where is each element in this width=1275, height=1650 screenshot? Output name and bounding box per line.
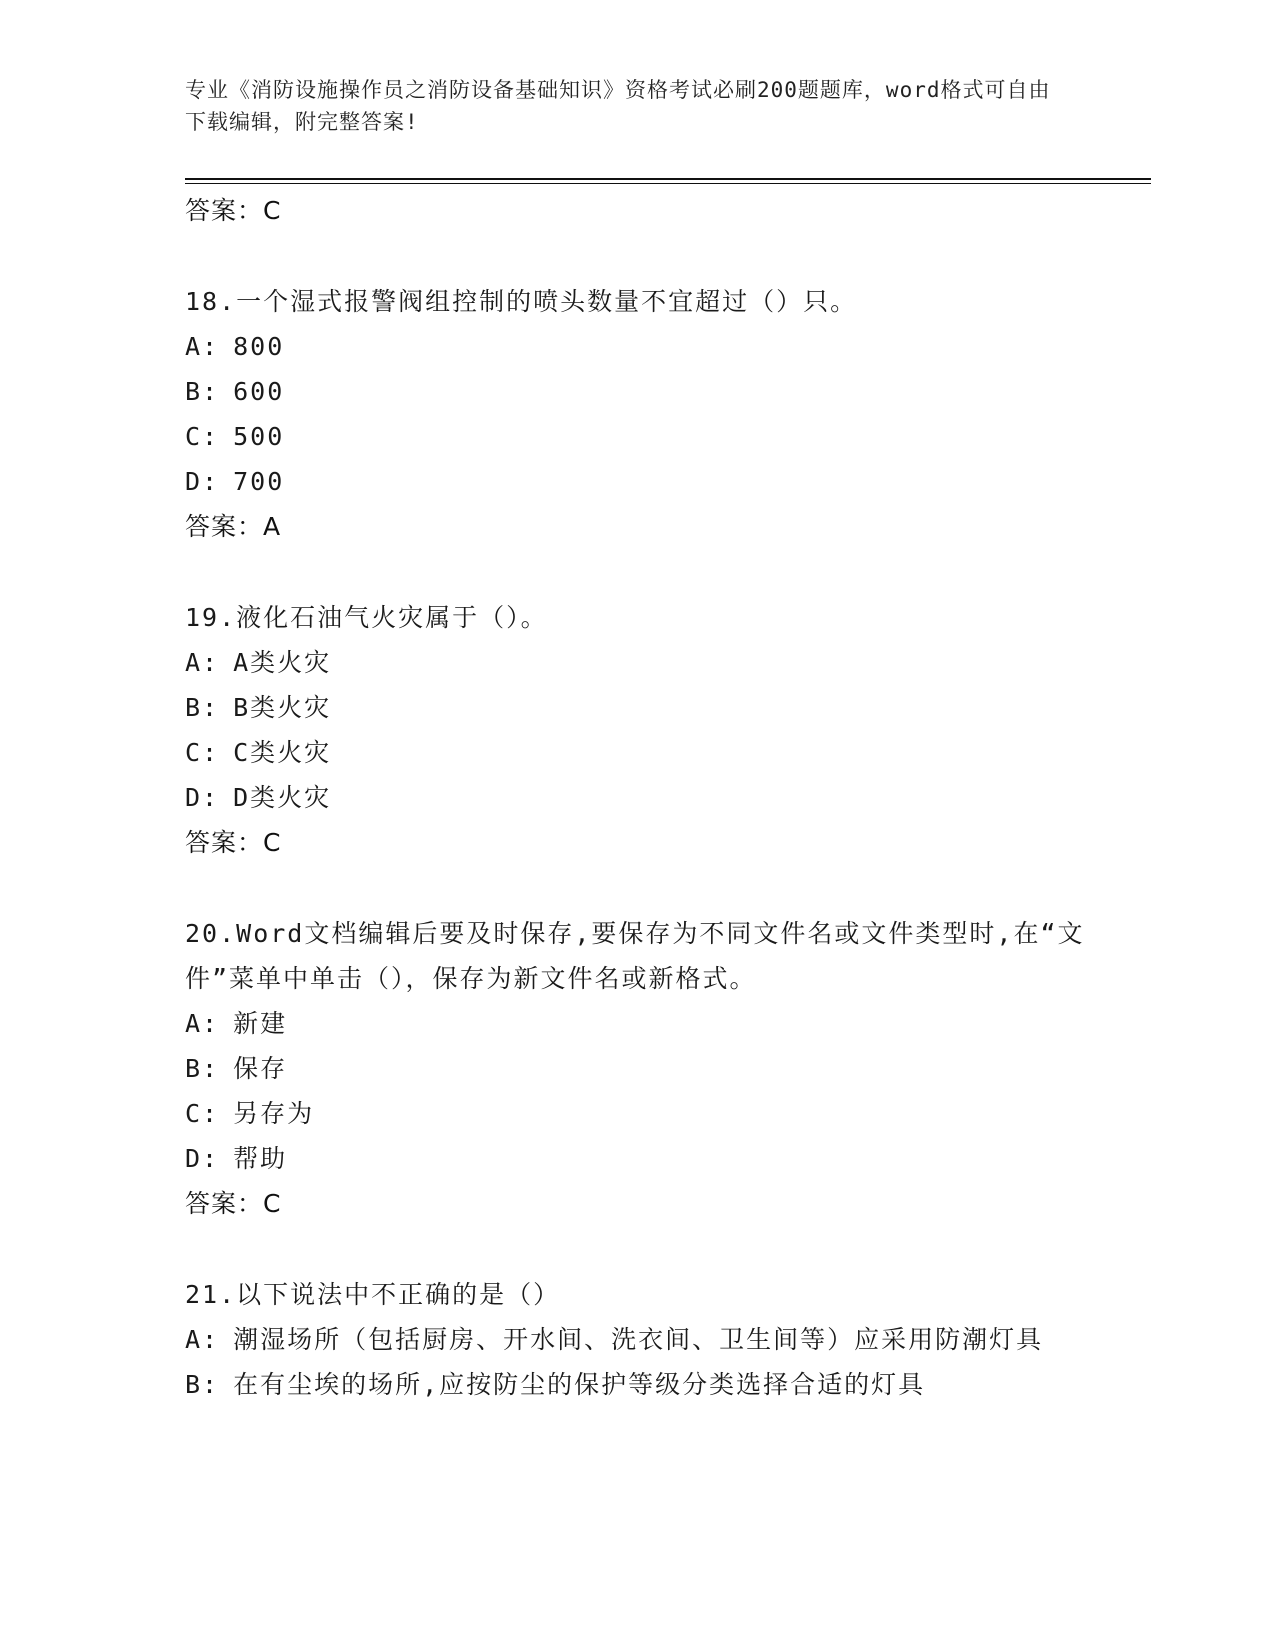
option-a [185,640,1085,685]
option-b [185,1046,1085,1091]
question-stem: 19.液化石油气火灾属于（）。 [185,603,548,632]
answer-line: 答案：C [185,196,282,225]
question-block [185,911,1085,1227]
option-a [185,1317,1085,1362]
option-text: A类火灾 [233,648,332,677]
option-c [185,414,1085,459]
option-d [185,775,1085,820]
option-key: B: [185,1370,220,1399]
option-b [185,369,1085,414]
option-key: B: [185,377,220,406]
question-stem: 18.一个湿式报警阀组控制的喷头数量不宜超过（）只。 [185,287,858,316]
spacer [185,550,1085,595]
option-key: B: [185,1054,220,1083]
option-key: B: [185,693,220,722]
question-stem: 21.以下说法中不正确的是（） [185,1280,561,1309]
option-key: D: [185,1144,220,1173]
header-rule-thick [185,178,1151,180]
option-b [185,1362,1085,1407]
document-body [185,188,1085,1407]
option-text: 新建 [233,1009,288,1038]
option-c [185,1091,1085,1136]
option-text: D类火灾 [233,783,332,812]
answer-line: 答案：A [185,512,282,541]
option-key: A: [185,648,220,677]
option-key: D: [185,467,220,496]
option-d [185,1136,1085,1181]
header-text: 专业《消防设施操作员之消防设备基础知识》资格考试必刷200题题库，word格式可自由下载编辑，附完整答案! [185,78,1051,134]
option-a [185,324,1085,369]
option-key: C: [185,738,220,767]
option-text: 在有尘埃的场所,应按防尘的保护等级分类选择合适的灯具 [233,1370,926,1399]
option-text: C类火灾 [233,738,332,767]
option-key: C: [185,1099,220,1128]
question-block [185,595,1085,866]
option-text: 600 [233,377,285,406]
option-b [185,685,1085,730]
option-c [185,730,1085,775]
option-a [185,1001,1085,1046]
answer-line: 答案：C [185,828,282,857]
question-block [185,279,1085,550]
spacer [185,866,1085,911]
header-rule-thin [185,183,1151,184]
option-key: D: [185,783,220,812]
question-block [185,1272,1085,1407]
option-text: 帮助 [233,1144,288,1173]
option-text: 保存 [233,1054,288,1083]
answer-line: 答案：C [185,1189,282,1218]
option-text: 500 [233,422,285,451]
document-header [185,74,1065,138]
option-text: 另存为 [233,1099,315,1128]
option-text: 800 [233,332,285,361]
option-text: B类火灾 [233,693,332,722]
option-d [185,459,1085,504]
question-stem: 20.Word文档编辑后要及时保存,要保存为不同文件名或文件类型时,在“文件”菜单中单击（），保存为新文件名或新格式。 [185,919,1085,993]
option-key: A: [185,332,220,361]
spacer [185,1227,1085,1272]
option-text: 潮湿场所（包括厨房、开水间、洗衣间、卫生间等）应采用防潮灯具 [233,1325,1044,1354]
option-key: A: [185,1009,220,1038]
option-key: A: [185,1325,220,1354]
option-text: 700 [233,467,285,496]
option-key: C: [185,422,220,451]
spacer [185,234,1085,279]
